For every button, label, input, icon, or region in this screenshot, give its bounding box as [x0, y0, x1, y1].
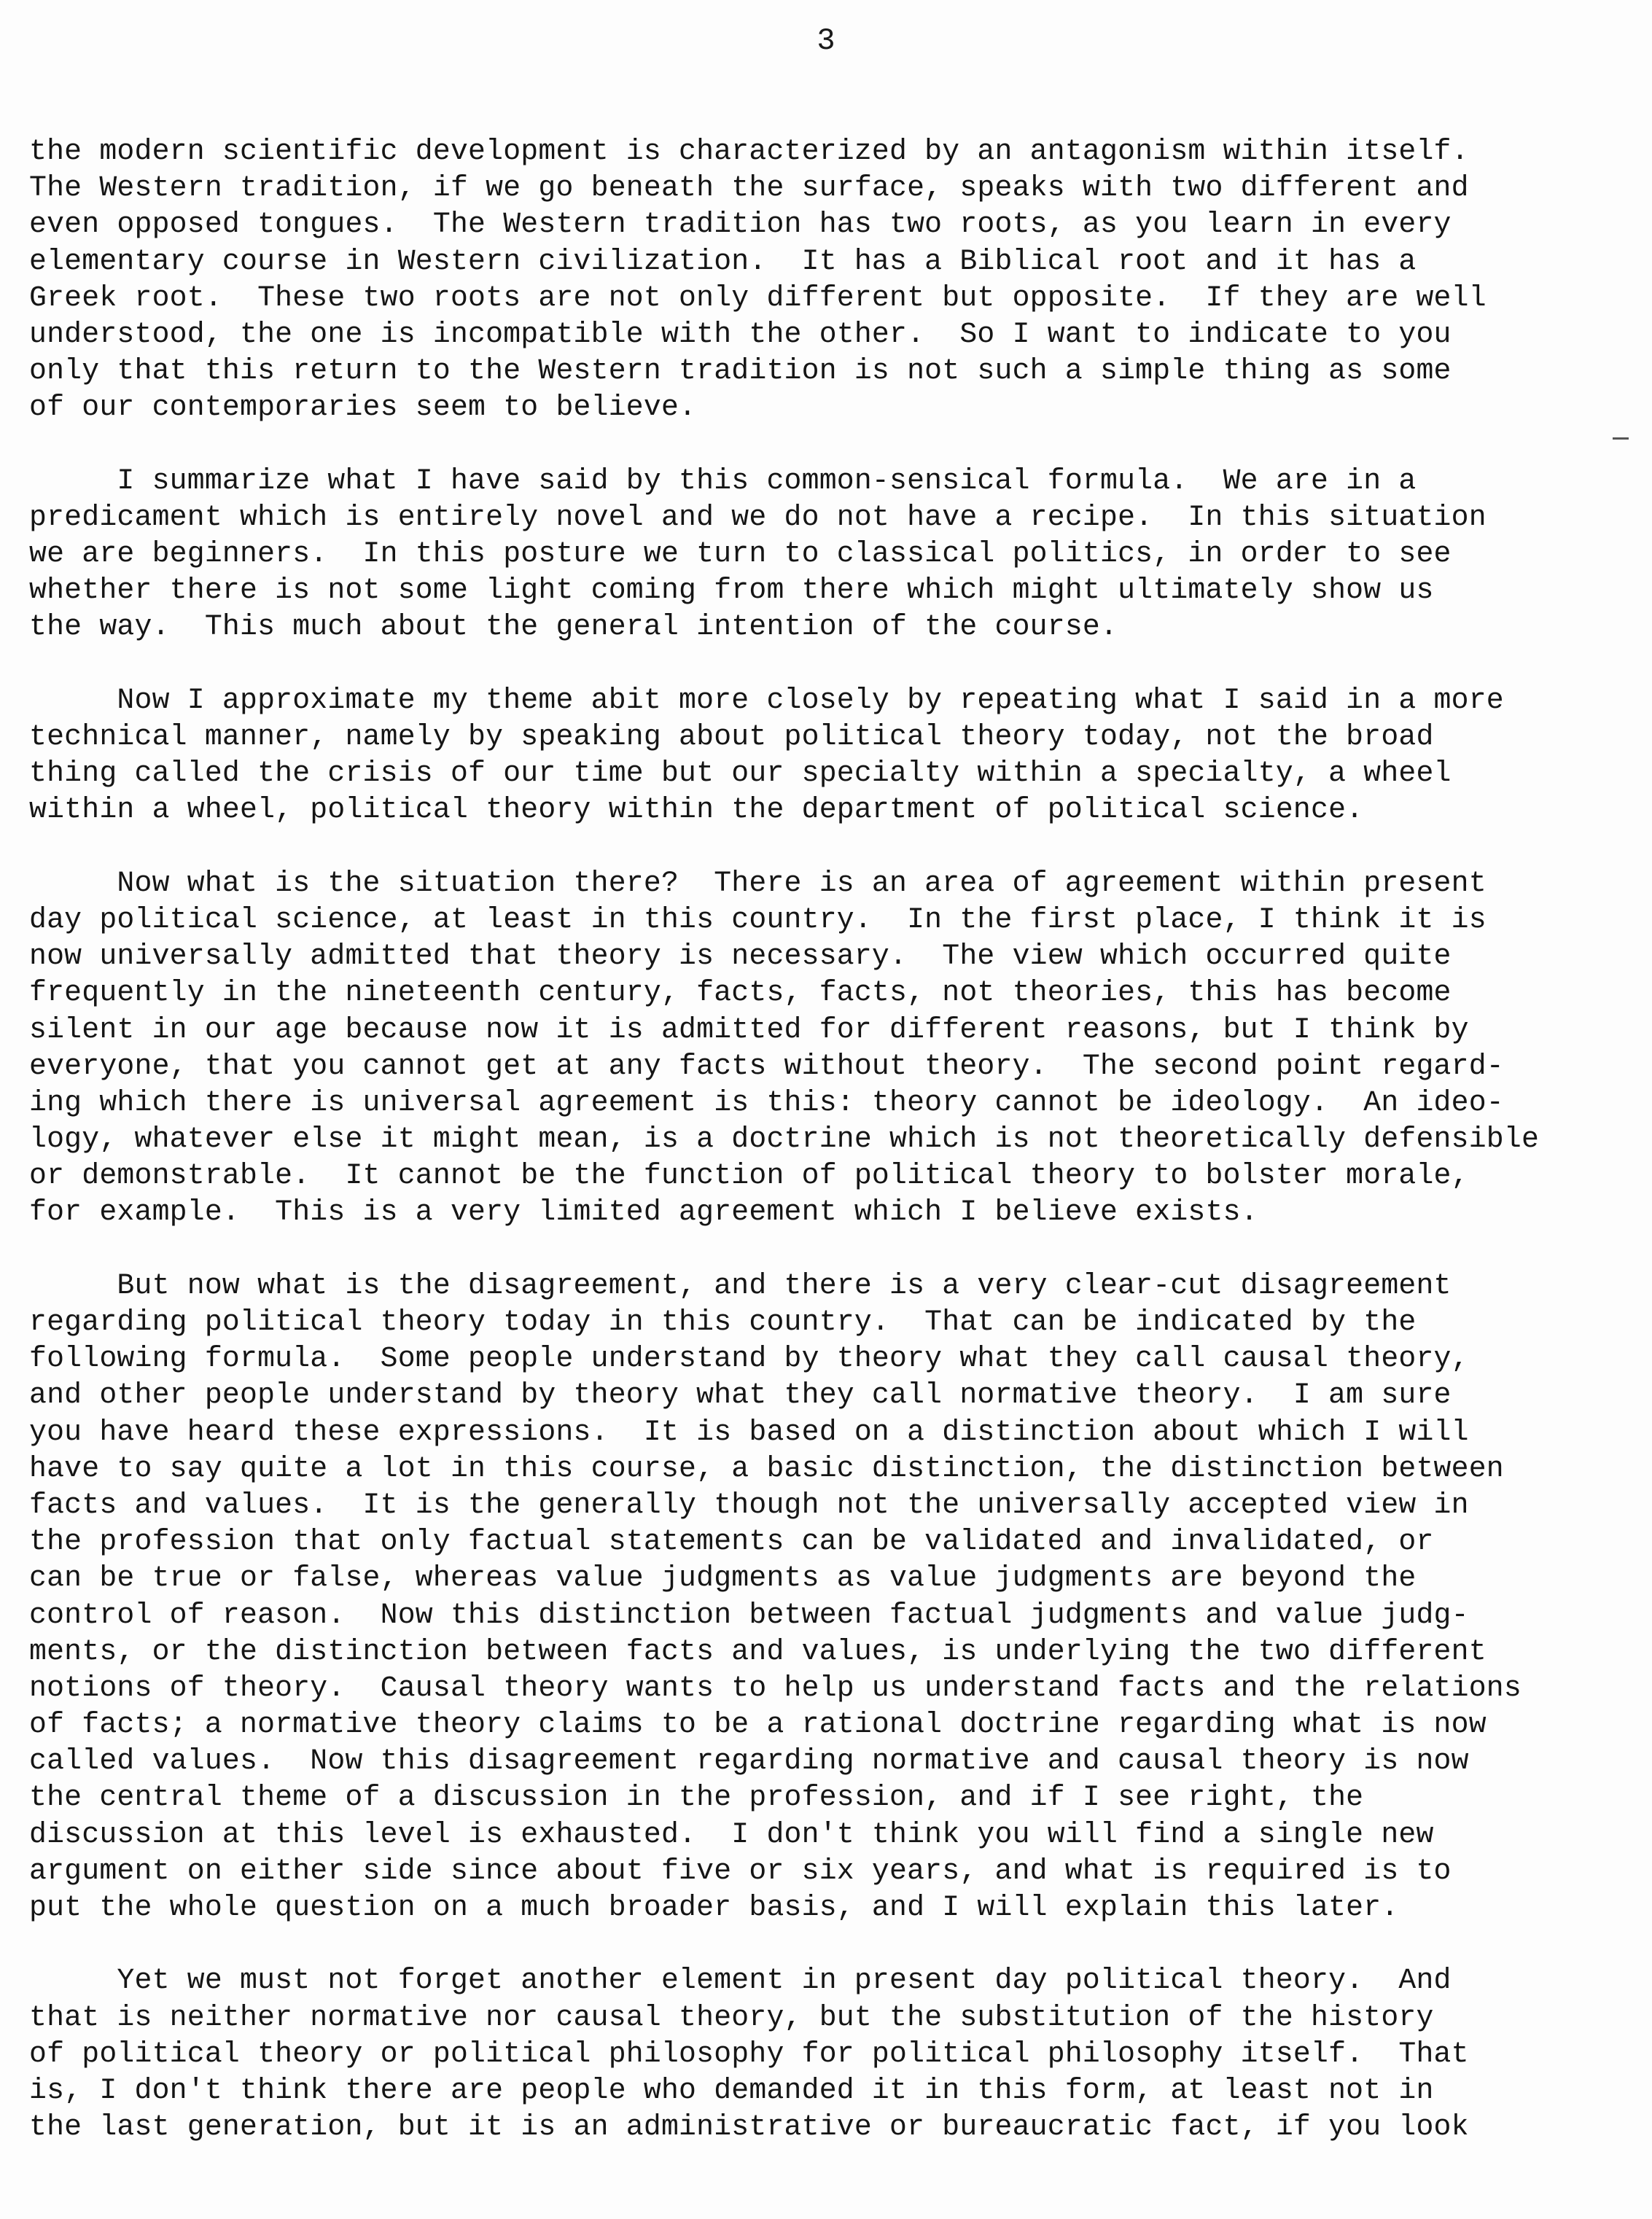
text-line: Now I approximate my theme abit more closely by repeating what I said in a more — [29, 683, 1504, 717]
text-line: logy, whatever else it might mean, is a doctrine which is not theoretically defensible — [29, 1123, 1540, 1156]
text-line: understood, the one is incompatible with the other. So I want to indicate to you — [29, 317, 1452, 351]
text-line: we are beginners. In this posture we turn to classical politics, in order to see — [29, 537, 1452, 571]
text-line: of our contemporaries seem to believe. — [29, 391, 697, 424]
paragraph — [29, 1962, 1626, 2145]
text-line: can be true or false, whereas value judgments as value judgments are beyond the — [29, 1561, 1417, 1595]
text-line: now universally admitted that theory is necessary. The view which occurred quite — [29, 940, 1452, 973]
text-line: Yet we must not forget another element in present day political theory. And — [29, 1964, 1452, 1997]
text-line: silent in our age because now it is admitted for different reasons, but I think by — [29, 1013, 1469, 1046]
text-line: following formula. Some people understand by theory what they call causal theory, — [29, 1342, 1469, 1376]
text-line: The Western tradition, if we go beneath the surface, speaks with two different and — [29, 171, 1469, 205]
text-line: that is neither normative nor causal theory, but the substitution of the history — [29, 2000, 1434, 2034]
text-line: ments, or the distinction between facts and values, is underlying the two different — [29, 1634, 1487, 1668]
text-line: only that this return to the Western tradition is not such a simple thing as some — [29, 354, 1452, 388]
text-line: frequently in the nineteenth century, facts, facts, not theories, this has become — [29, 976, 1452, 1010]
text-line: technical manner, namely by speaking about political theory today, not the broad — [29, 720, 1434, 753]
paragraph — [29, 1268, 1626, 1926]
text-line: day political science, at least in this country. In the first place, I think it is — [29, 902, 1487, 936]
text-line: and other people understand by theory what they call normative theory. I am sure — [29, 1378, 1452, 1412]
paragraph — [29, 865, 1626, 1231]
text-line: notions of theory. Causal theory wants to help us understand facts and the relations — [29, 1671, 1522, 1704]
text-line: have to say quite a lot in this course, a basic distinction, the distinction between — [29, 1451, 1504, 1485]
paragraph — [29, 463, 1626, 646]
text-line: facts and values. It is the generally though not the universally accepted view in — [29, 1488, 1469, 1521]
text-line: the modern scientific development is characterized by an antagonism within itself. — [29, 135, 1469, 168]
paragraph — [29, 682, 1626, 829]
text-line: for example. This is a very limited agreement which I believe exists. — [29, 1196, 1258, 1229]
text-line: discussion at this level is exhausted. I don't think you will find a single new — [29, 1817, 1434, 1851]
text-line: put the whole question on a much broader basis, and I will explain this later. — [29, 1891, 1399, 1924]
text-line: elementary course in Western civilization. It has a Biblical root and it has a — [29, 244, 1417, 278]
text-line: is, I don't think there are people who demanded it in this form, at least not in — [29, 2073, 1434, 2107]
text-line: thing called the crisis of our time but our specialty within a specialty, a wheel — [29, 757, 1452, 790]
text-line: the way. This much about the general intention of the course. — [29, 610, 1118, 644]
text-line: whether there is not some light coming from there which might ultimately show us — [29, 574, 1434, 607]
text-line: Now what is the situation there? There is an area of agreement within present — [29, 866, 1487, 900]
text-line: predicament which is entirely novel and we do not have a recipe. In this situation — [29, 500, 1487, 534]
text-line: called values. Now this disagreement regarding normative and causal theory is now — [29, 1744, 1469, 1778]
text-line: control of reason. Now this distinction between factual judgments and value judg- — [29, 1598, 1469, 1631]
text-line: within a wheel, political theory within the department of political science. — [29, 793, 1364, 827]
text-line: of political theory or political philosophy for political philosophy itself. That — [29, 2037, 1469, 2070]
text-line: or demonstrable. It cannot be the function of political theory to bolster morale, — [29, 1159, 1469, 1193]
text-line: even opposed tongues. The Western tradition has two roots, as you learn in every — [29, 208, 1452, 241]
text-line: But now what is the disagreement, and there is a very clear-cut disagreement — [29, 1268, 1452, 1302]
text-line: you have heard these expressions. It is based on a distinction about which I will — [29, 1415, 1469, 1448]
text-line: Greek root. These two roots are not only different but opposite. If they are well — [29, 281, 1487, 314]
text-line: the central theme of a discussion in the profession, and if I see right, the — [29, 1781, 1364, 1814]
body-text — [29, 133, 1626, 2183]
text-line: regarding political theory today in this country. That can be indicated by the — [29, 1306, 1417, 1338]
text-line: everyone, that you cannot get at any facts without theory. The second point regard- — [29, 1049, 1504, 1083]
paragraph — [29, 133, 1626, 426]
text-line: the profession that only factual statements can be validated and invalidated, or — [29, 1525, 1434, 1559]
text-line: of facts; a normative theory claims to be a rational doctrine regarding what is now — [29, 1708, 1487, 1742]
page-number: 3 — [817, 23, 835, 58]
text-line: ing which there is universal agreement is this: theory cannot be ideology. An ideo- — [29, 1085, 1504, 1119]
text-line: argument on either side since about five or six years, and what is required is to — [29, 1854, 1452, 1887]
text-line: I summarize what I have said by this common-sensical formula. We are in a — [29, 464, 1417, 497]
text-line: the last generation, but it is an administrative or bureaucratic fact, if you look — [29, 2110, 1469, 2144]
